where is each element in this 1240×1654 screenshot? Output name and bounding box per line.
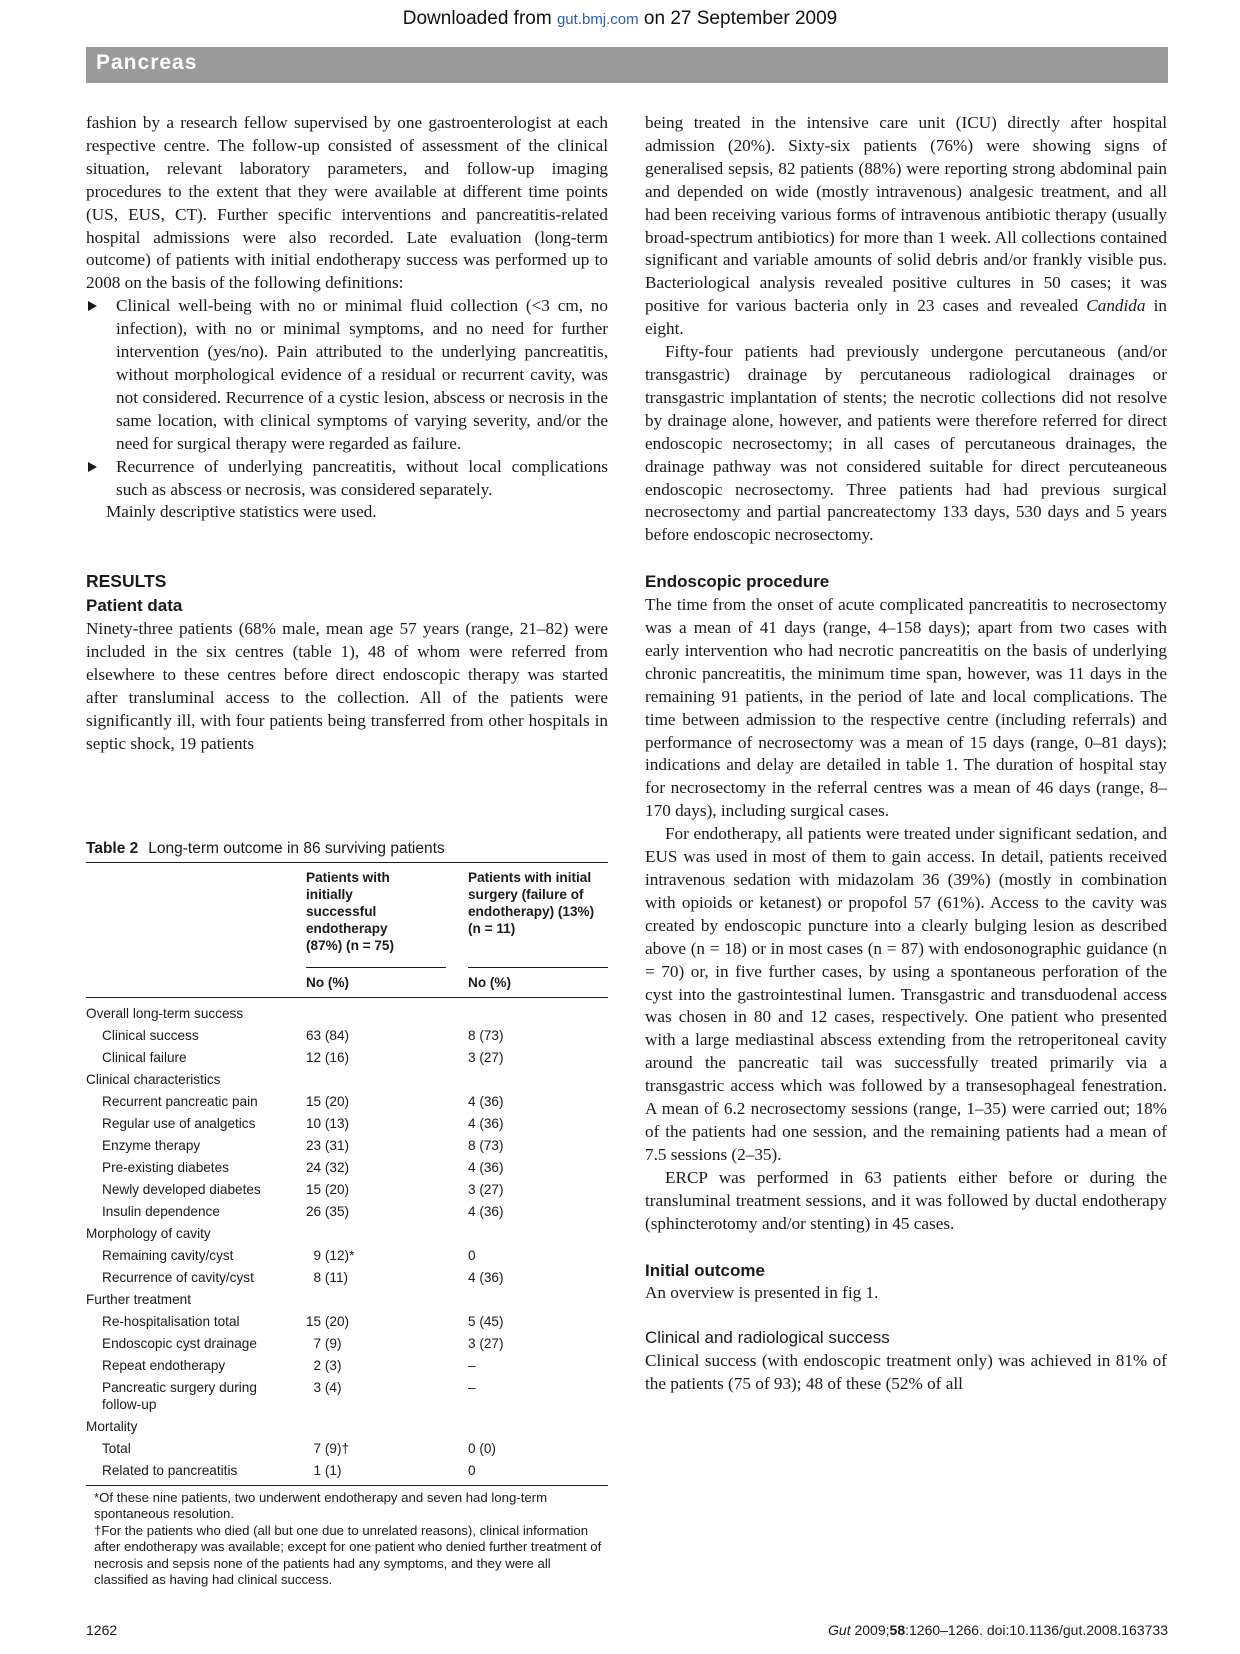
row-value-surgery: 4 (36) [468, 1094, 504, 1109]
clinical-status-text-end: in eight. [645, 296, 1167, 339]
row-value-endotherapy [306, 1071, 468, 1088]
row-value-endotherapy: 15 (20) [306, 1094, 350, 1109]
row-value-endotherapy: 15 (20) [306, 1314, 350, 1329]
page-number: 1262 [86, 1622, 118, 1638]
row-value-endotherapy: 2 (3) [306, 1358, 342, 1373]
row-label: Recurrent pancreatic pain [102, 1094, 258, 1109]
row-label: Recurrence of cavity/cyst [102, 1270, 254, 1285]
triangle-bullet-icon [88, 462, 97, 472]
table-row [86, 1416, 608, 1438]
row-label: Regular use of analgetics [102, 1116, 256, 1131]
row-label: Newly developed diabetes [102, 1182, 261, 1197]
row-value-surgery: 0 [468, 1463, 476, 1478]
column-header-surgery: Patients with initial surgery (failure of endotherapy) (13%) (n = 11) [468, 870, 595, 936]
table-row [86, 1201, 608, 1223]
download-site-link[interactable]: gut.bmj.com [556, 11, 639, 28]
row-label: Pre-existing diabetes [102, 1160, 229, 1175]
row-value-endotherapy: 26 (35) [306, 1204, 350, 1219]
table-row [86, 1113, 608, 1135]
column-subheader-surgery: No (%) [468, 975, 512, 990]
row-label: Morphology of cavity [86, 1226, 211, 1241]
row-value-endotherapy: 7 (9)† [306, 1441, 350, 1456]
row-value-endotherapy [306, 1418, 468, 1435]
clinical-status-text: being treated in the intensive care unit (ICU) directly after hospital admission (20%). Sixty-six patients (76%) were showing signs of generalised sepsis, 82 patients (88%) were reporting strong abdominal pain and depended on wide (mostly intravenous) analgesic treatment, and all had been receiving various forms of intravenous antibiotic therapy (usually broad-spectrum antibiotics) for more than 1 week. All collections contained significant and variable amounts of solid debris and/or frankly visible pus. Bacteriological analysis revealed positive cultures in 50 cases; it was positive for various bacteria only in 23 cases and revealed [645, 113, 1167, 316]
row-value-endotherapy: 12 (16) [306, 1050, 350, 1065]
citation-year: 2009; [850, 1622, 890, 1638]
row-label: Re-hospitalisation total [102, 1314, 240, 1329]
row-label: Endoscopic cyst drainage [102, 1336, 257, 1351]
row-label: Pancreatic surgery during follow-up [102, 1380, 257, 1412]
patient-data-paragraph: Ninety-three patients (68% male, mean age 57 years (range, 21–82) were included in the six centres (table 1), 48 of whom were referred from elsewhere to these centres before direct endoscopic therapy was started after transluminal access to the collection. All of the patients were significantly ill, with four patients being transferred from other hospitals in septic shock, 19 patients [86, 619, 608, 753]
table-title: Long-term outcome in 86 surviving patients [148, 840, 445, 857]
row-value-endotherapy: 9 (12)* [306, 1248, 355, 1263]
row-value-endotherapy: 10 (13) [306, 1116, 350, 1131]
row-value-surgery: – [468, 1358, 476, 1373]
row-value-surgery: 8 (73) [468, 1138, 504, 1153]
definition-text: Recurrence of underlying pancreatitis, without local complications such as abscess or necrosis, was considered separately. [116, 456, 608, 499]
row-value-surgery: 4 (36) [468, 1204, 504, 1219]
row-value-surgery: 5 (45) [468, 1314, 504, 1329]
row-value-surgery: 4 (36) [468, 1116, 504, 1131]
row-value-surgery [468, 1005, 608, 1022]
definition-text: Clinical well-being with no or minimal fluid collection (<3 cm, no infection), with no or minimal symptoms, and no need for further intervention (yes/no). Pain attributed to the underlying pancreatitis, without morphological evidence of a residual or recurrent cavity, was not considered. Recurrence of a cystic lesion, abscess or necrosis in the same location, with clinical symptoms of varying severity, and/or the need for surgical therapy were regarded as failure. [116, 296, 608, 453]
row-value-endotherapy [306, 1225, 468, 1242]
row-label: Mortality [86, 1419, 138, 1434]
definition-item [86, 295, 608, 455]
table-row [86, 1333, 608, 1355]
definition-item [86, 456, 608, 502]
row-value-endotherapy: 3 (4) [306, 1380, 342, 1395]
column-header-endotherapy: Patients with initially successful endotherapy (87%) (n = 75) [306, 870, 395, 953]
table-row [86, 1223, 608, 1245]
clinical-status-paragraph [645, 112, 1167, 341]
citation-pages-doi: :1260–1266. doi:10.1136/gut.2008.163733 [905, 1622, 1168, 1638]
row-value-surgery: – [468, 1380, 476, 1395]
row-value-endotherapy [306, 1005, 468, 1022]
table-footnote: †For the patients who died (all but one due to unrelated reasons), clinical information after endotherapy was available; except for one patient who denied further treatment of necrosis and sepsis none of the patients had any symptoms, and they were all classified as having had clinical success. [94, 1522, 602, 1588]
row-value-endotherapy: 7 (9) [306, 1336, 342, 1351]
row-value-surgery: 3 (27) [468, 1336, 504, 1351]
row-value-surgery [468, 1225, 608, 1242]
clinical-success-heading: Clinical and radiological success [645, 1328, 890, 1348]
row-value-endotherapy: 63 (84) [306, 1028, 350, 1043]
statistics-paragraph: Mainly descriptive statistics were used. [106, 502, 377, 522]
table-row [86, 1069, 608, 1091]
ercp-paragraph: ERCP was performed in 63 patients either before or during the transluminal treatment sessions, and it was followed by ductal endotherapy (sphincterotomy and/or stenting) in 45 cases. [645, 1167, 1167, 1233]
row-label: Insulin dependence [102, 1204, 220, 1219]
patient-data-heading: Patient data [86, 596, 183, 616]
table-caption [86, 840, 608, 863]
row-label: Related to pancreatitis [102, 1463, 238, 1478]
row-value-endotherapy: 24 (32) [306, 1160, 350, 1175]
table-row [86, 1091, 608, 1113]
citation [828, 1622, 1168, 1638]
row-value-endotherapy: 8 (11) [306, 1270, 349, 1285]
table-row [86, 1438, 608, 1460]
results-heading: RESULTS [86, 571, 167, 592]
row-value-surgery: 4 (36) [468, 1160, 504, 1175]
row-value-endotherapy [306, 1291, 468, 1308]
row-label: Total [102, 1441, 131, 1456]
row-value-surgery [468, 1291, 608, 1308]
row-value-surgery [468, 1418, 608, 1435]
table-label: Table 2 [86, 840, 139, 857]
methods-paragraph: fashion by a research fellow supervised by one gastroenterologist at each respective centre. The follow-up consisted of assessment of the clinical situation, relevant laboratory parameters, and follow-up imaging procedures to the extent that they were available at different time points (US, EUS, CT). Further specific interventions and pancreatitis-related hospital admissions were also recorded. Late evaluation (long-term outcome) of patients with initial endotherapy success was performed up to 2008 on the basis of the following definitions: [86, 113, 608, 293]
row-value-surgery: 3 (27) [468, 1050, 504, 1065]
row-value-surgery [468, 1071, 608, 1088]
row-value-endotherapy: 1 (1) [306, 1463, 342, 1478]
table-2 [86, 840, 608, 1588]
table-footnotes [86, 1485, 608, 1588]
clinical-success-paragraph: Clinical success (with endoscopic treatment only) was achieved in 81% of the patients (75 of 93); 48 of these (52% of all [645, 1351, 1167, 1394]
section-title: Pancreas [96, 51, 198, 74]
candida-term: Candida [1086, 296, 1146, 316]
table-row [86, 1025, 608, 1047]
row-label: Clinical characteristics [86, 1072, 221, 1087]
table-row [86, 1047, 608, 1069]
column-subheader-endotherapy: No (%) [306, 975, 350, 990]
row-label: Clinical failure [102, 1050, 187, 1065]
endoscopic-procedure-heading: Endoscopic procedure [645, 572, 830, 592]
endotherapy-paragraph: For endotherapy, all patients were treated under significant sedation, and EUS was used in most of them to gain access. In detail, patients received intravenous sedation with midazolam 36 (39%) (mostly in combination with opioids or ketanest) or propofol 57 (61%). Access to the cavity was created by endoscopic puncture into a clearly bulging lesion as described above (n = 18) or in most cases (n = 87) with endosonographic guidance (n = 70) or, in five further cases, by using a spontaneous perforation of the cyst into the gastrointestinal lumen. Transgastric and transduodenal access was chosen in 80 and 12 cases, respectively. One patient who presented with a large mediastinal abscess extending from the retroperitoneal cavity around the pancreatic tail was successfully treated primarily via a transgastric access which was followed by a transesophageal fenestration. A mean of 6.2 necrosectomy sessions (range, 1–35) were carried out; 18% of the patients had one session, and the remaining patients had a mean of 7.5 sessions (2–35). [645, 824, 1167, 1164]
table-header [86, 863, 608, 1003]
row-value-surgery: 3 (27) [468, 1182, 504, 1197]
section-banner [86, 47, 1168, 83]
table-row [86, 1460, 608, 1482]
download-notice [0, 8, 1240, 30]
row-value-surgery: 8 (73) [468, 1028, 504, 1043]
table-row [86, 1003, 608, 1025]
timing-paragraph: The time from the onset of acute complicated pancreatitis to necrosectomy was a mean of 41 days (range, 4–158 days); apart from two cases with early intervention who had necrotic pancreatitis on the basis of underlying chronic pancreatitis, the minimum time span, however, was 11 days in the remaining 91 patients, in the period of late and local complications. The time between admission to the respective centre (including referrals) and performance of necrosectomy was a mean of 15 days (range, 0–81 days); indications and delay are detailed in table 1. The duration of hospital stay for necrosectomy in the referral centres was a mean of 46 days (range, 8–170 days), including surgical cases. [645, 595, 1167, 821]
triangle-bullet-icon [88, 301, 97, 311]
table-row [86, 1355, 608, 1377]
table-row [86, 1245, 608, 1267]
download-prefix: Downloaded from [402, 8, 557, 29]
definition-list [86, 295, 608, 501]
row-value-endotherapy: 15 (20) [306, 1182, 350, 1197]
citation-volume: 58 [889, 1622, 906, 1638]
table-footnote: *Of these nine patients, two underwent endotherapy and seven had long-term spontaneous resolution. [94, 1490, 548, 1522]
row-value-surgery: 0 (0) [468, 1441, 496, 1456]
download-suffix: on 27 September 2009 [638, 8, 838, 29]
row-value-surgery: 4 (36) [468, 1270, 504, 1285]
table-row [86, 1157, 608, 1179]
row-value-surgery: 0 [468, 1248, 476, 1263]
row-label: Repeat endotherapy [102, 1358, 226, 1373]
overview-paragraph: An overview is presented in fig 1. [645, 1283, 879, 1303]
row-label: Further treatment [86, 1292, 192, 1307]
table-body [86, 1003, 608, 1482]
table-row [86, 1311, 608, 1333]
initial-outcome-heading: Initial outcome [645, 1260, 765, 1280]
table-row [86, 1267, 608, 1289]
prior-drainage-paragraph: Fifty-four patients had previously undergone percutaneous (and/or transgastric) drainage by percutaneous radiological drainages or transgastric implantation of stents; the necrotic collections did not resolve by drainage alone, however, and patients were therefore referred for direct endoscopic necrosectomy; in all cases of percutaneous drainages, the drainage pathway was not considered suitable for direct percuteaneous endoscopic necrosectomy. Three patients had had previous surgical necrosectomy and partial pancreatectomy 133 days, 530 days and 5 years before endoscopic necrosectomy. [645, 342, 1167, 545]
row-label: Overall long-term success [86, 1006, 244, 1021]
table-row [86, 1135, 608, 1157]
table-row [86, 1289, 608, 1311]
table-row [86, 1179, 608, 1201]
row-label: Clinical success [102, 1028, 199, 1043]
row-label: Enzyme therapy [102, 1138, 201, 1153]
row-value-endotherapy: 23 (31) [306, 1138, 350, 1153]
right-column [645, 112, 1167, 1396]
left-column [86, 112, 608, 756]
journal-name: Gut [828, 1622, 851, 1638]
table-row [86, 1377, 608, 1416]
row-label: Remaining cavity/cyst [102, 1248, 234, 1263]
